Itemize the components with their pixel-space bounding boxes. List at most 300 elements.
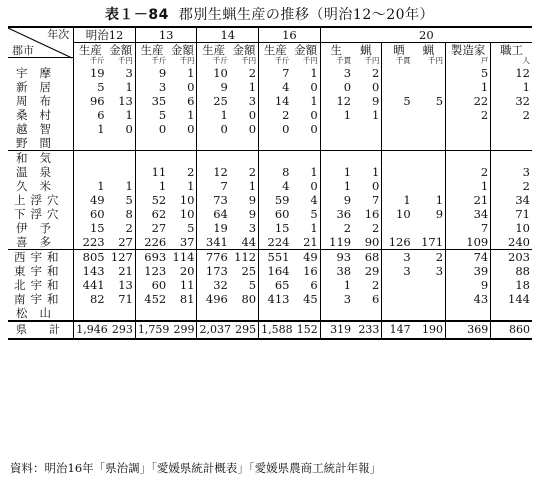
value-cell: 9 — [320, 193, 353, 207]
value-cell: 0 — [248, 107, 257, 122]
value-cell — [230, 136, 259, 151]
value-cell: 9 — [248, 192, 257, 207]
value-cell: 3 — [320, 66, 353, 80]
value-cell: 68 — [353, 249, 382, 264]
value-cell — [491, 306, 532, 321]
value-cell: 2 — [259, 108, 292, 122]
value-cell: 319 — [320, 321, 353, 339]
value-cell — [168, 150, 197, 165]
sub-header: 生産 — [74, 43, 107, 58]
value-cell — [320, 150, 353, 165]
table-row — [8, 193, 532, 207]
table-row — [8, 122, 532, 136]
value-cell — [353, 122, 382, 136]
value-cell: 15 — [259, 221, 292, 235]
value-cell: 12 — [320, 94, 353, 108]
value-cell: 39 — [446, 264, 491, 278]
value-cell — [135, 136, 168, 151]
value-cell: 0 — [135, 122, 168, 136]
unit-label: 千斤 — [74, 57, 107, 66]
value-cell: 2 — [372, 277, 380, 292]
value-cell: 171 — [421, 234, 444, 249]
value-cell: 15 — [74, 221, 107, 235]
value-cell: 1 — [372, 164, 380, 179]
sub-header: 職工 — [491, 43, 532, 58]
value-cell: 2 — [125, 220, 133, 235]
table-row — [8, 278, 532, 292]
unit-label: 千円 — [428, 56, 444, 66]
value-cell: 12 — [197, 165, 230, 179]
value-cell: 20 — [179, 263, 195, 278]
value-cell: 2 — [413, 249, 446, 264]
value-cell — [259, 136, 292, 151]
table-number: 表１－84 — [104, 7, 169, 23]
unit-label: 人 — [491, 57, 532, 66]
value-cell — [382, 66, 413, 80]
sub-header: 蝋 — [360, 43, 372, 57]
unit-label: 千円 — [302, 56, 318, 66]
value-cell: 5 — [310, 206, 318, 221]
district-name: 上浮穴 — [14, 192, 64, 207]
value-cell — [197, 150, 230, 165]
value-cell: 4 — [310, 192, 318, 207]
value-cell: 1 — [74, 122, 107, 136]
value-cell: 3 — [125, 65, 133, 80]
value-cell — [446, 306, 491, 321]
value-cell: 96 — [74, 94, 107, 108]
unit-label: 千斤 — [259, 57, 292, 66]
value-cell: 1,759 — [135, 321, 168, 339]
value-cell: 1 — [435, 192, 444, 207]
value-cell: 27 — [135, 221, 168, 235]
value-cell: 1 — [187, 65, 195, 80]
value-cell: 1 — [446, 179, 491, 193]
unit-label: 千円 — [364, 56, 380, 66]
value-cell: 3 — [491, 165, 532, 179]
value-cell — [382, 136, 413, 151]
value-cell: 10 — [382, 207, 413, 221]
value-cell — [413, 306, 446, 321]
value-cell: 3 — [320, 292, 353, 306]
value-cell: 2 — [248, 164, 257, 179]
value-cell — [320, 136, 353, 151]
value-cell — [413, 108, 446, 122]
value-cell: 13 — [118, 93, 133, 108]
district-name: 喜多 — [16, 234, 63, 249]
value-cell: 49 — [291, 249, 320, 264]
value-cell: 2 — [372, 220, 380, 235]
value-cell — [320, 306, 353, 321]
value-cell: 93 — [320, 249, 353, 264]
value-cell — [413, 179, 446, 193]
value-cell: 109 — [446, 235, 491, 250]
table-title — [0, 4, 539, 24]
value-cell: 1 — [446, 80, 491, 94]
value-cell: 1 — [125, 107, 133, 122]
corner-cell — [8, 27, 74, 57]
value-cell: 6 — [372, 291, 380, 306]
value-cell: 164 — [259, 264, 292, 278]
value-cell: 1 — [320, 278, 353, 292]
district-name: 伊予 — [16, 220, 63, 235]
table-title-text: 郡別生蝋生産の推移（明治12～20年） — [178, 7, 435, 23]
value-cell: 1 — [310, 65, 318, 80]
value-cell — [197, 136, 230, 151]
value-cell — [74, 150, 107, 165]
table-row — [8, 165, 532, 179]
unit-label: 千貫 — [320, 57, 353, 66]
value-cell: 3 — [135, 80, 168, 94]
value-cell — [74, 136, 107, 151]
value-cell: 144 — [491, 292, 532, 306]
value-cell: 0 — [372, 178, 380, 193]
value-cell: 2 — [248, 65, 257, 80]
value-cell: 45 — [303, 291, 318, 306]
value-cell: 6 — [187, 93, 195, 108]
value-cell: 52 — [135, 193, 168, 207]
value-cell — [291, 306, 320, 321]
value-cell — [413, 66, 446, 80]
value-cell: 1 — [320, 108, 353, 122]
value-cell: 13 — [118, 277, 133, 292]
value-cell: 369 — [446, 321, 491, 339]
value-cell: 2 — [187, 164, 195, 179]
value-cell: 43 — [446, 292, 491, 306]
value-cell: 65 — [259, 278, 292, 292]
value-cell: 0 — [187, 121, 195, 136]
value-cell: 123 — [135, 264, 168, 278]
value-cell — [413, 221, 446, 235]
sub-header: 金額 — [109, 43, 133, 57]
value-cell: 1 — [125, 79, 133, 94]
value-cell: 0 — [320, 80, 353, 94]
district-name: 温泉 — [16, 164, 63, 179]
value-cell — [382, 179, 413, 193]
value-cell: 7 — [197, 179, 230, 193]
district-name: 北宇和 — [14, 277, 64, 292]
value-cell — [413, 292, 446, 306]
value-cell — [230, 150, 259, 165]
value-cell: 1 — [310, 220, 318, 235]
value-cell: 9 — [248, 206, 257, 221]
value-cell: 2 — [491, 179, 532, 193]
value-cell: 3 — [382, 249, 413, 264]
value-cell: 8 — [125, 206, 133, 221]
value-cell: 18 — [491, 278, 532, 292]
value-cell: 74 — [446, 249, 491, 264]
value-cell: 0 — [310, 107, 318, 122]
table-row — [8, 136, 532, 151]
value-cell: 34 — [446, 207, 491, 221]
value-cell: 0 — [187, 79, 195, 94]
value-cell: 173 — [197, 264, 230, 278]
value-cell: 1 — [491, 80, 532, 94]
sub-header: 金額 — [294, 43, 318, 57]
value-cell: 10 — [179, 206, 195, 221]
value-cell: 88 — [491, 264, 532, 278]
value-cell — [446, 136, 491, 151]
value-cell — [446, 122, 491, 136]
sub-header: 金額 — [232, 43, 256, 57]
value-cell: 9 — [446, 278, 491, 292]
value-cell — [353, 136, 382, 151]
table-row — [8, 235, 532, 250]
unit-label: 千円 — [179, 56, 195, 66]
year-header: 13 — [135, 27, 197, 43]
unit-label: 千斤 — [135, 57, 168, 66]
value-cell — [74, 165, 107, 179]
value-cell: 8 — [259, 165, 292, 179]
district-name: 久米 — [16, 178, 63, 193]
table-row — [8, 264, 532, 278]
value-cell: 0 — [310, 121, 318, 136]
value-cell: 38 — [320, 264, 353, 278]
value-cell: 14 — [259, 94, 292, 108]
value-cell — [107, 150, 136, 165]
sub-header: 製造家 — [446, 43, 491, 58]
value-cell: 147 — [382, 321, 413, 339]
value-cell: 1,946 — [74, 321, 107, 339]
table-row — [8, 179, 532, 193]
value-cell: 34 — [491, 193, 532, 207]
value-cell: 7 — [259, 66, 292, 80]
value-cell: 60 — [74, 207, 107, 221]
value-cell: 551 — [259, 249, 292, 264]
value-cell: 0 — [259, 122, 292, 136]
value-cell — [230, 306, 259, 321]
value-cell: 9 — [372, 93, 380, 108]
value-cell: 3 — [382, 264, 413, 278]
value-cell — [107, 136, 136, 151]
table-row — [8, 94, 532, 108]
value-cell: 693 — [135, 249, 168, 264]
district-name: 県計 — [8, 321, 74, 339]
sub-header-pair — [382, 43, 446, 58]
value-cell: 21 — [303, 234, 318, 249]
value-cell — [382, 165, 413, 179]
value-cell: 5 — [435, 93, 444, 108]
value-cell: 9 — [135, 66, 168, 80]
value-cell — [382, 108, 413, 122]
table-row — [8, 66, 532, 80]
value-cell — [382, 278, 413, 292]
value-cell: 71 — [118, 291, 133, 306]
value-cell: 21 — [446, 193, 491, 207]
district-name: 野間 — [16, 135, 63, 150]
value-cell: 119 — [320, 235, 353, 250]
sub-header: 蝋 — [422, 43, 435, 57]
value-cell: 2 — [491, 108, 532, 122]
district-name: 下浮穴 — [14, 206, 64, 221]
value-cell: 152 — [291, 321, 320, 339]
value-cell: 776 — [197, 249, 230, 264]
value-cell: 1 — [197, 108, 230, 122]
value-cell — [382, 80, 413, 94]
value-cell — [413, 165, 446, 179]
table-row — [8, 150, 532, 165]
sub-header: 生産 — [259, 43, 292, 58]
table-row — [8, 108, 532, 122]
value-cell: 0 — [310, 178, 318, 193]
value-cell: 35 — [135, 94, 168, 108]
year-header: 明治12 — [74, 27, 136, 43]
value-cell: 37 — [179, 234, 195, 249]
value-cell: 12 — [491, 66, 532, 80]
value-cell — [353, 150, 382, 165]
value-cell: 0 — [197, 122, 230, 136]
value-cell: 190 — [413, 321, 446, 339]
value-cell: 223 — [74, 235, 107, 250]
value-cell: 5 — [187, 220, 195, 235]
sub-header: 生 — [330, 43, 343, 57]
source-note: 資料：明治16年「県治調」「愛媛県統計概表」「愛媛県農商工統計年報」 — [10, 461, 382, 475]
corner-bottom-label: 郡市 — [12, 43, 34, 57]
value-cell: 3 — [248, 93, 257, 108]
corner-top-label: 年次 — [47, 28, 70, 41]
value-cell: 0 — [372, 79, 380, 94]
value-cell — [413, 80, 446, 94]
value-cell: 44 — [241, 234, 257, 249]
value-cell: 7 — [372, 192, 380, 207]
value-cell: 9 — [197, 80, 230, 94]
value-cell: 1 — [310, 93, 318, 108]
value-cell: 64 — [197, 207, 230, 221]
value-cell: 233 — [353, 321, 382, 339]
value-cell: 60 — [135, 278, 168, 292]
value-cell — [197, 306, 230, 321]
value-cell: 25 — [241, 263, 257, 278]
value-cell: 90 — [364, 234, 380, 249]
value-cell: 1 — [320, 165, 353, 179]
value-cell: 3 — [248, 220, 257, 235]
district-name: 宇摩 — [16, 65, 63, 80]
value-cell: 1 — [310, 164, 318, 179]
sub-header: 生産 — [197, 43, 230, 58]
value-cell — [491, 136, 532, 151]
value-cell: 226 — [135, 235, 168, 250]
value-cell: 293 — [107, 321, 136, 339]
value-cell: 16 — [364, 206, 380, 221]
value-cell — [413, 278, 446, 292]
value-cell: 112 — [230, 249, 259, 264]
sub-header-pair — [320, 43, 382, 58]
value-cell: 2 — [446, 165, 491, 179]
value-cell — [382, 221, 413, 235]
value-cell — [259, 150, 292, 165]
value-cell: 1 — [135, 179, 168, 193]
value-cell: 71 — [491, 207, 532, 221]
value-cell — [491, 150, 532, 165]
value-cell: 3 — [435, 263, 444, 278]
value-cell — [135, 150, 168, 165]
district-name: 新居 — [16, 79, 63, 94]
table-row — [8, 207, 532, 221]
value-cell: 1 — [248, 79, 257, 94]
value-cell: 19 — [197, 221, 230, 235]
unit-label: 千斤 — [197, 57, 230, 66]
value-cell: 5 — [382, 94, 413, 108]
value-cell: 32 — [491, 94, 532, 108]
year-header: 14 — [197, 27, 259, 43]
value-cell — [320, 122, 353, 136]
value-cell — [413, 136, 446, 151]
value-cell: 49 — [74, 193, 107, 207]
value-cell — [291, 150, 320, 165]
value-cell: 60 — [259, 207, 292, 221]
value-cell — [353, 306, 382, 321]
value-cell: 126 — [382, 235, 413, 250]
value-cell: 143 — [74, 264, 107, 278]
value-cell: 1 — [74, 179, 107, 193]
district-name: 周布 — [16, 93, 63, 108]
value-cell: 4 — [259, 179, 292, 193]
value-cell: 240 — [491, 235, 532, 250]
value-cell: 27 — [118, 234, 133, 249]
value-cell: 127 — [107, 249, 136, 264]
value-cell — [74, 306, 107, 321]
district-name: 松山 — [16, 305, 63, 320]
year-header: 20 — [320, 27, 532, 43]
value-cell: 6 — [74, 108, 107, 122]
table-row — [8, 80, 532, 94]
value-cell: 2,037 — [197, 321, 230, 339]
value-cell — [135, 306, 168, 321]
value-cell: 10 — [197, 66, 230, 80]
value-cell: 10 — [179, 192, 195, 207]
value-cell: 441 — [74, 278, 107, 292]
value-cell: 21 — [118, 263, 133, 278]
value-cell: 1 — [125, 178, 133, 193]
value-cell: 496 — [197, 292, 230, 306]
district-name: 越智 — [16, 121, 63, 136]
table-row — [8, 221, 532, 235]
value-cell: 0 — [248, 121, 257, 136]
table-row — [8, 306, 532, 321]
value-cell: 224 — [259, 235, 292, 250]
value-cell: 1 — [320, 179, 353, 193]
district-name: 和気 — [8, 150, 74, 165]
total-row — [8, 321, 532, 339]
header-row-units — [8, 57, 532, 66]
value-cell: 413 — [259, 292, 292, 306]
value-cell: 2 — [446, 108, 491, 122]
value-cell: 1 — [382, 193, 413, 207]
unit-label: 千円 — [117, 56, 133, 66]
value-cell: 10 — [491, 221, 532, 235]
value-cell: 5 — [125, 192, 133, 207]
value-cell — [382, 150, 413, 165]
value-cell: 9 — [435, 206, 444, 221]
value-cell: 341 — [197, 235, 230, 250]
value-cell — [491, 122, 532, 136]
value-cell: 32 — [197, 278, 230, 292]
header-row-sub — [8, 43, 532, 58]
unit-label: 戸 — [446, 57, 491, 66]
value-cell — [382, 306, 413, 321]
value-cell: 452 — [135, 292, 168, 306]
unit-label: 千円 — [241, 56, 257, 66]
value-cell — [413, 122, 446, 136]
value-cell: 36 — [320, 207, 353, 221]
value-cell: 4 — [259, 80, 292, 94]
value-cell: 59 — [259, 193, 292, 207]
district-name: 南宇和 — [14, 291, 64, 306]
value-cell: 295 — [230, 321, 259, 339]
data-table — [8, 26, 532, 340]
value-cell — [413, 150, 446, 165]
value-cell: 805 — [74, 249, 107, 264]
value-cell: 62 — [135, 207, 168, 221]
